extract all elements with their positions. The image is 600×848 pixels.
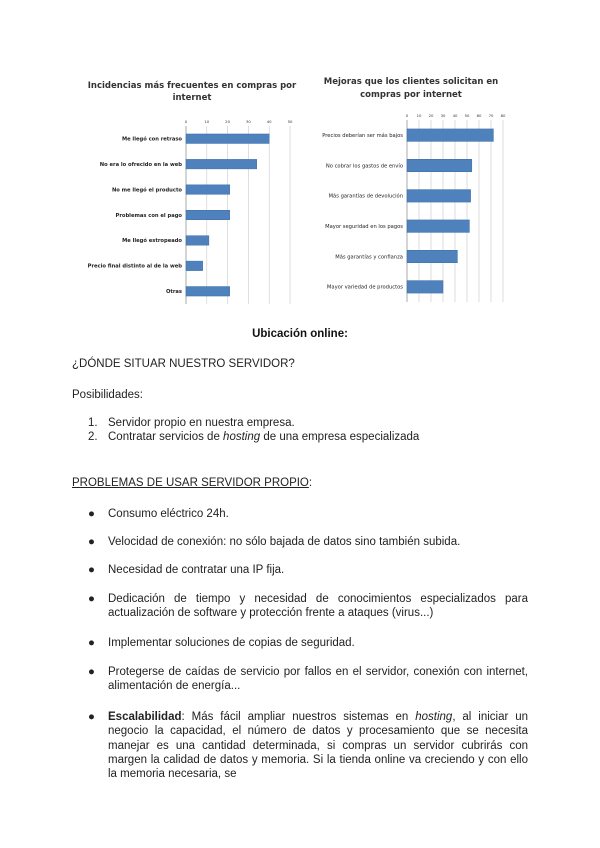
list-number: 2. — [88, 431, 98, 443]
category-label: Me llegó con retraso — [121, 136, 182, 143]
bar-2 — [407, 190, 471, 203]
possibilities-label: Posibilidades: — [72, 389, 143, 401]
tick-label: 0 — [405, 113, 409, 118]
bar-3 — [407, 220, 469, 233]
bullet-icon: ● — [88, 564, 95, 576]
category-label: Mayor seguridad en los pagos — [325, 223, 403, 230]
bullet-text: Protegerse de caídas de servicio por fallos en el servidor, conexión con internet, alimentación de energía... — [108, 666, 528, 693]
bar-4 — [407, 250, 457, 263]
bullet-colon: : — [181, 711, 192, 723]
bullet-text: Implementar soluciones de copias de seguridad. — [108, 637, 355, 649]
bullet-text-em: hosting — [415, 711, 453, 723]
bullet-icon: ● — [88, 593, 95, 605]
chart-mejoras — [308, 72, 528, 312]
bar-5 — [407, 281, 443, 294]
bar-0 — [407, 129, 493, 142]
list-item — [88, 535, 528, 549]
section-heading: Ubicación online: — [252, 328, 348, 340]
tick-label: 70 — [488, 113, 494, 118]
list-item — [88, 710, 528, 781]
bullet-text: Consumo eléctrico 24h. — [108, 508, 229, 520]
category-label: Precios deberían ser más bajos — [322, 132, 403, 139]
category-label: Más garantías de devolución — [328, 193, 403, 200]
chart-title-line-1: Mejoras que los clientes solicitan en — [323, 77, 499, 87]
tick-label: 30 — [245, 119, 251, 124]
bar-3 — [186, 210, 230, 220]
option-text: Servidor propio en nuestra empresa. — [108, 417, 295, 429]
options-list — [88, 416, 419, 444]
list-item — [88, 430, 419, 444]
list-item — [88, 416, 419, 430]
tick-label: 40 — [266, 119, 272, 124]
category-label: Precio final distinto al de la web — [87, 263, 182, 270]
option-text-post: de una empresa especializada — [260, 431, 420, 443]
bullet-text: Necesidad de contratar una IP fija. — [108, 564, 285, 576]
category-label: Otras — [165, 289, 182, 296]
problems-heading — [72, 477, 312, 489]
bullet-text: Dedicación de tiempo y necesidad de conocimientos especializados para actualización de software y protección frente a ataques (virus...) — [108, 593, 528, 620]
bar-0 — [186, 134, 269, 144]
chart-title-line-2: compras por internet — [360, 90, 462, 100]
problems-heading-text: PROBLEMAS DE USAR SERVIDOR PROPIO — [72, 477, 309, 489]
bullet-icon: ● — [88, 666, 95, 678]
category-label: No me llegó el producto — [111, 187, 182, 194]
bar-6 — [186, 287, 230, 297]
list-item — [88, 665, 528, 694]
problems-heading-colon: : — [308, 477, 313, 489]
list-item — [88, 592, 528, 621]
chart-incidencias — [80, 76, 305, 306]
bar-5 — [186, 261, 203, 271]
question-text: ¿DÓNDE SITUAR NUESTRO SERVIDOR? — [72, 358, 295, 370]
tick-label: 80 — [500, 113, 506, 118]
tick-label: 50 — [287, 119, 293, 124]
tick-label: 40 — [452, 113, 458, 118]
list-item — [88, 636, 528, 650]
tick-label: 10 — [416, 113, 422, 118]
tick-label: 20 — [225, 119, 231, 124]
bullet-text-post: , al iniciar un negocio la capacidad, el número de datos y procesamiento que se necesita manejar es una cantidad determinada, si compras un servidor cubrirás con margen la calidad de datos y memoria. Si la tienda online va creciendo y con ello la memoria necesaria, se — [108, 711, 529, 781]
bullet-icon: ● — [88, 536, 95, 548]
bullet-icon: ● — [88, 637, 95, 649]
category-label: No cobrar los gastos de envío — [325, 163, 403, 170]
option-text-pre: Contratar servicios de — [108, 431, 224, 443]
bullet-bold: Escalabilidad — [108, 711, 182, 723]
bar-1 — [186, 159, 257, 169]
chart-title-line-2: internet — [172, 93, 212, 103]
bar-1 — [407, 159, 472, 172]
bullet-text: Velocidad de conexión: no sólo bajada de datos sino también subida. — [108, 536, 461, 548]
category-label: Me llegó estropeado — [122, 238, 182, 245]
list-item — [88, 563, 528, 577]
list-number: 1. — [88, 417, 98, 429]
list-item — [88, 507, 528, 521]
bullet-icon: ● — [88, 711, 95, 723]
tick-label: 10 — [204, 119, 210, 124]
tick-label: 60 — [476, 113, 482, 118]
chart-title-line-1: Incidencias más frecuentes en compras por — [87, 81, 297, 91]
category-label: Problemas con el pago — [115, 212, 182, 219]
tick-label: 50 — [464, 113, 470, 118]
tick-label: 20 — [428, 113, 434, 118]
category-label: Más garantías y confianza — [335, 254, 403, 261]
tick-label: 30 — [440, 113, 446, 118]
chart-incidencias-svg — [80, 76, 305, 306]
option-text-em: hosting — [223, 431, 261, 443]
category-label: No era lo ofrecido en la web — [99, 161, 182, 168]
bullet-text — [108, 710, 528, 781]
category-label: Mayor variedad de productos — [326, 284, 403, 291]
bar-2 — [186, 185, 230, 195]
chart-mejoras-svg — [308, 72, 528, 312]
bullet-icon: ● — [88, 508, 95, 520]
tick-label: 0 — [184, 119, 188, 124]
bullet-text-pre: Más fácil ampliar nuestros sistemas en — [191, 711, 416, 723]
bar-4 — [186, 236, 209, 246]
